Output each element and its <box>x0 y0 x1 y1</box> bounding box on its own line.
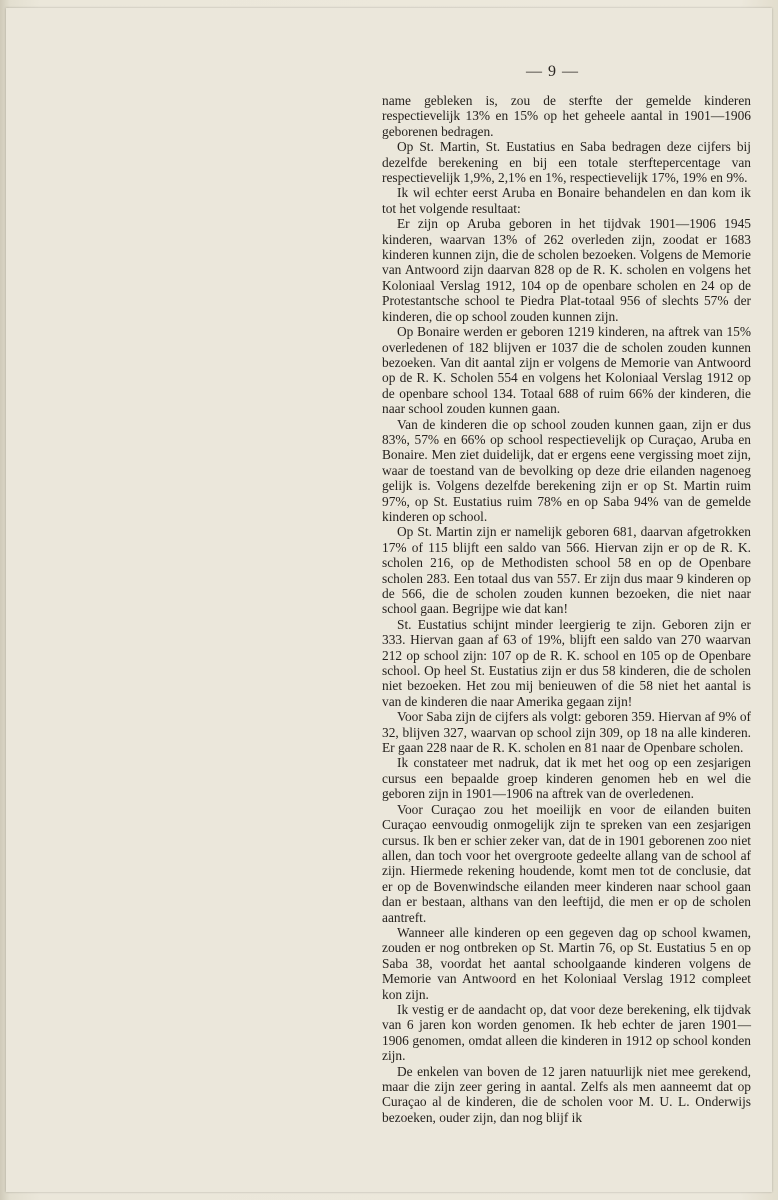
paragraph-7: Op St. Martin zijn er namelijk geboren 681, daarvan afgetrokken 17% of 115 blijft een saldo van 566. Hiervan zijn er op de R. K. scholen 216, op de Methodisten school 58 en op de Openbare scholen 283. Een totaal dus van 557. Er zijn dus maar 9 kinderen op de 566, die de scholen zouden kunnen bezoeken, die niet naar school gaan. Begrijpe wie dat kan! <box>382 524 751 617</box>
paragraph-4: Er zijn op Aruba geboren in het tijdvak 1901—1906 1945 kinderen, waarvan 13% of 262 overleden zijn, zoodat er 1683 kinderen kunnen zijn, die de scholen bezoeken. Volgens de Memorie van Antwoord zijn daarvan 828 op de R. K. scholen en volgens het Koloniaal Verslag 1912, 104 op de openbare scholen en 24 op de Protestantsche school te Piedra Plat-totaal 956 of slechts 57% der kinderen, die op school zouden kunnen zijn. <box>382 216 751 324</box>
paragraph-11: Voor Curaçao zou het moeilijk en voor de eilanden buiten Curaçao eenvoudig onmogelijk zijn te spreken van een zesjarigen cursus. Ik ben er schier zeker van, dat de in 1901 geborenen zoo niet allen, dan toch voor het overgroote gedeelte allang van de school af zijn. Hiermede rekening houdende, komt men tot de conclusie, dat er op de Bovenwindsche eilanden meer kinderen naar school gaan dan er bestaan, althans van den leeftijd, die men er op de scholen aantreft. <box>382 801 751 925</box>
body-text-column <box>382 93 751 1125</box>
paragraph-10: Ik constateer met nadruk, dat ik met het oog op een zesjarigen cursus een bepaalde groep kinderen genomen heb en wel die geboren zijn in 1901—1906 na aftrek van de overledenen. <box>382 755 751 802</box>
page-number: — 9 — <box>526 63 579 80</box>
paragraph-1: name gebleken is, zou de sterfte der gemelde kinderen respectievelijk 13% en 15% op het geheele aantal in 1901—1906 geborenen bedragen. <box>382 93 751 139</box>
paragraph-14: De enkelen van boven de 12 jaren natuurlijk niet mee gerekend, maar die zijn zeer gering in aantal. Zelfs als men aanneemt dat op Curaçao al de kinderen, die de scholen voor M. U. L. Onderwijs bezoeken, ouder zijn, dan nog blijf ik <box>382 1063 751 1125</box>
paragraph-13: Ik vestig er de aandacht op, dat voor deze berekening, elk tijdvak van 6 jaren kon worden genomen. Ik heb echter de jaren 1901—1906 genomen, omdat alleen die kinderen in 1912 op school konden zijn. <box>382 1001 751 1064</box>
paragraph-6: Van de kinderen die op school zouden kunnen gaan, zijn er dus 83%, 57% en 66% op school respectievelijk op Curaçao, Aruba en Bonaire. Men ziet duidelijk, dat er ergens eene vergissing moet zijn, waar de toestand van de bevolking op deze drie eilanden nagenoeg gelijk is. Volgens dezelfde berekening zijn er op St. Martin ruim 97%, op St. Eustatius ruim 78% en op Saba 94% van de gemelde kinderen op school. <box>382 416 751 524</box>
paragraph-2: Op St. Martin, St. Eustatius en Saba bedragen deze cijfers bij dezelfde berekening en bij een totale sterftepercentage van respectievelijk 1,9%, 2,1% en 1%, respectievelijk 17%, 19% en 9%. <box>382 139 751 186</box>
paragraph-5: Op Bonaire werden er geboren 1219 kinderen, na aftrek van 15% overledenen of 182 blijven er 1037 die de scholen zouden kunnen bezoeken. Van dit aantal zijn er volgens de Memorie van Antwoord op de R. K. Scholen 554 en volgens het Koloniaal Verslag 1912 op de openbare school 134. Totaal 688 of ruim 66% der kinderen, die naar school zouden kunnen gaan. <box>382 324 751 417</box>
paragraph-9: Voor Saba zijn de cijfers als volgt: geboren 359. Hiervan af 9% of 32, blijven 327, waarvan op school zijn 309, op 18 na alle kinderen. Er gaan 228 naar de R. K. scholen en 81 naar de Openbare scholen. <box>382 709 751 756</box>
paragraph-12: Wanneer alle kinderen op een gegeven dag op school kwamen, zouden er nog ontbreken op St. Martin 76, op St. Eustatius 5 en op Saba 38, voordat het aantal schoolgaande kinderen volgens de Memorie van Antwoord en het Koloniaal Verslag 1912 compleet kon zijn. <box>382 924 751 1002</box>
paragraph-8: St. Eustatius schijnt minder leergierig te zijn. Geboren zijn er 333. Hiervan gaan af 63 of 19%, blijft een saldo van 270 waarvan 212 op school zijn: 107 op de R. K. school en 105 op de Openbare school. Op heel St. Eustatius zijn er dus 58 kinderen, die de scholen niet bezoeken. Het zou mij benieuwen of die 58 niet het aantal is van de kinderen die naar Amerika gegaan zijn! <box>382 616 751 709</box>
paragraph-3: Ik wil echter eerst Aruba en Bonaire behandelen en dan kom ik tot het volgende resultaat: <box>382 185 751 216</box>
